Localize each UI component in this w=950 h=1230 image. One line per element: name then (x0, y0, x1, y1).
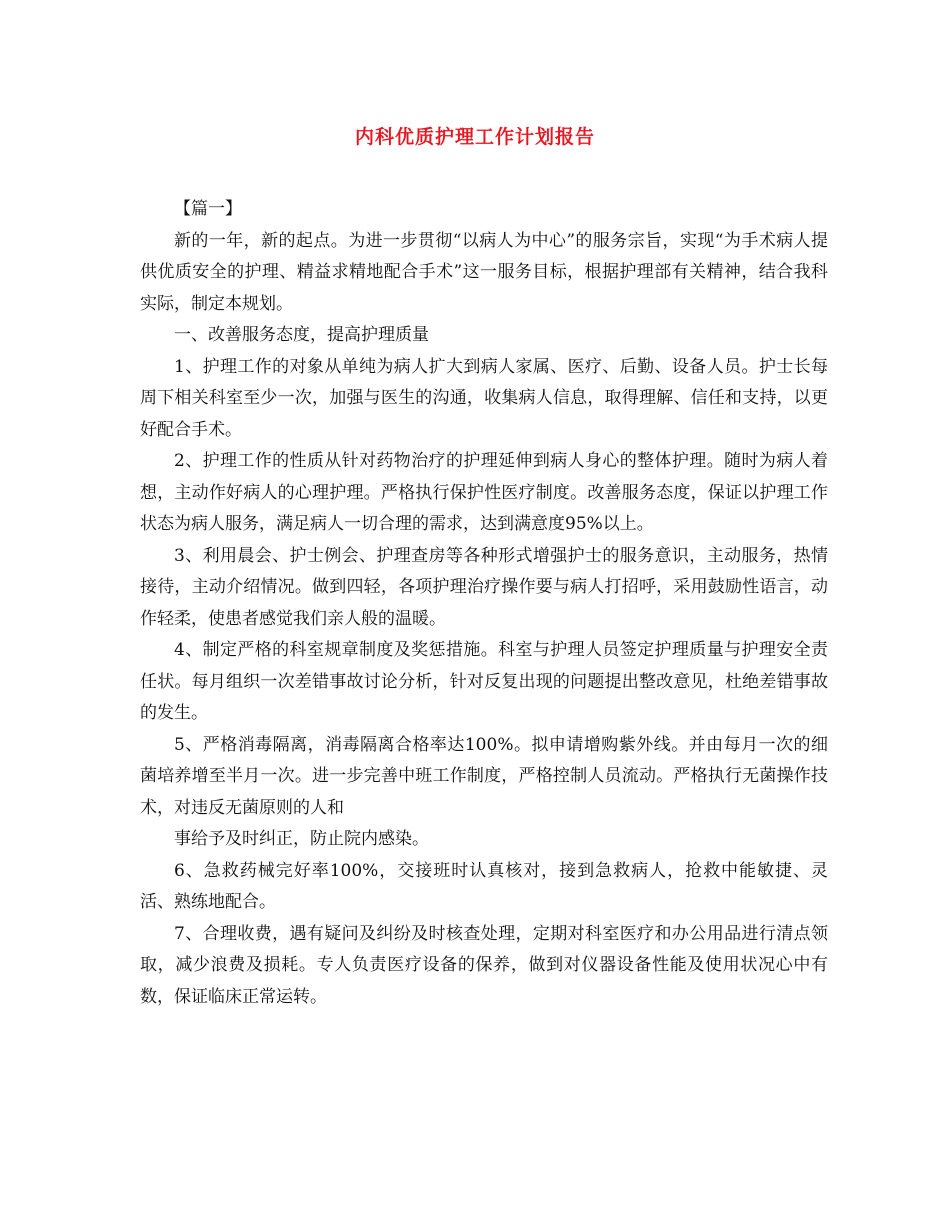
paragraph-item-5: 5、严格消毒隔离，消毒隔离合格率达100%。拟申请增购紫外线。并由每月一次的细菌培养增至半月一次。进一步完善中班工作制度，严格控制人员流动。严格执行无菌操作技术，对违反无菌原则的人和 (140, 734, 828, 818)
paragraph-item-6: 6、急救药械完好率100%，交接班时认真核对，接到急救病人，抢救中能敏捷、灵活、熟练地配合。 (140, 860, 828, 912)
paragraph-item-3: 3、利用晨会、护士例会、护理查房等各种形式增强护士的服务意识，主动服务，热情接待，主动介绍情况。做到四轻，各项护理治疗操作要与病人打招呼，采用鼓励性语言，动作轻柔，使患者感觉我们亲人般的温暖。 (140, 545, 828, 629)
paragraph-intro: 新的一年，新的起点。为进一步贯彻“以病人为中心”的服务宗旨，实现“为手术病人提供优质安全的护理、精益求精地配合手术”这一服务目标，根据护理部有关精神，结合我科实际，制定本规划。 (140, 230, 828, 314)
paragraph-item-1: 1、护理工作的对象从单纯为病人扩大到病人家属、医疗、后勤、设备人员。护士长每周下相关科室至少一次，加强与医生的沟通，收集病人信息，取得理解、信任和支持，以更好配合手术。 (140, 356, 828, 440)
section-label: 【篇一】 (174, 199, 242, 219)
document-title: 内科优质护理工作计划报告 (354, 126, 595, 148)
paragraph-item-2: 2、护理工作的性质从针对药物治疗的护理延伸到病人身心的整体护理。随时为病人着想，主动作好病人的心理护理。严格执行保护性医疗制度。改善服务态度，保证以护理工作状态为病人服务，满足病人一切合理的需求，达到满意度95%以上。 (140, 451, 828, 534)
paragraph-item-4: 4、制定严格的科室规章制度及奖惩措施。科室与护理人员签定护理质量与护理安全责任状。每月组织一次差错事故讨论分析，针对反复出现的问题提出整改意见，杜绝差错事故的发生。 (140, 640, 828, 723)
document-body (140, 194, 828, 1013)
paragraph-heading-1: 一、改善服务态度，提高护理质量 (174, 325, 429, 345)
paragraph-item-7: 7、合理收费，遇有疑问及纠纷及时核查处理，定期对科室医疗和办公用品进行清点领取，减少浪费及损耗。专人负责医疗设备的保养，做到对仪器设备性能及使用状况心中有数，保证临床正常运转。 (140, 923, 828, 1007)
paragraph-item-5-continued: 事给予及时纠正，防止院内感染。 (174, 829, 429, 849)
